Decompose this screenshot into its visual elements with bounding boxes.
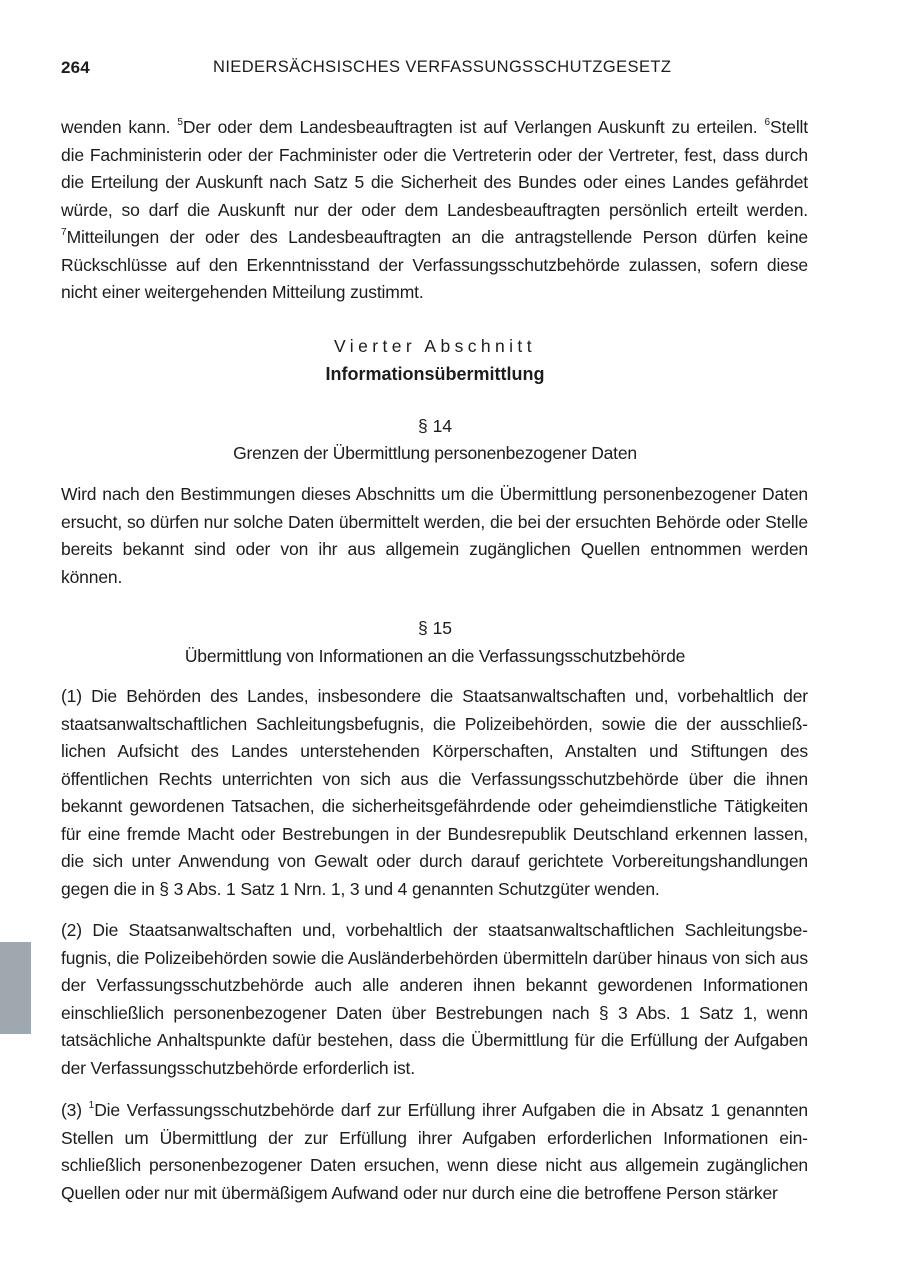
intro-text-4: Mitteilungen der oder des Landesbeauftragten an die antragstellende Person dürfen keine Rückschlüsse auf den Erkenntnisstand der Verfassungsschutzbehörde zulassen, sofern diese nicht einer weitergehenden Mitteilung zustimmt.: [61, 227, 808, 302]
paragraph-14-text: Wird nach den Bestimmungen dieses Abschnitts um die Übermittlung personenbezogener Daten ersucht, so dürfen nur solche Daten übermittelt werden, die bei der ersuchten Behörde oder Stelle bereits bekannt sind oder von ihr aus allgemein zugänglichen Quellen entnommen werden können.: [61, 484, 808, 587]
intro-paragraph-block: [61, 114, 808, 307]
paragraph-15-number: § 15: [417, 618, 453, 638]
page-number: 264: [61, 58, 90, 77]
abs3-prefix: (3): [61, 1100, 89, 1120]
paragraph-15-title: Übermittlung von Informationen an die Verfassungsschutzbehörde: [184, 646, 686, 666]
paragraph-15-abs1-block: [61, 683, 808, 903]
paragraph-15-abs1-text: (1) Die Behörden des Landes, insbesondere die Staatsanwaltschaften und, vorbehaltlich der staatsanwaltschaftlichen Sachleitungsbefugnis, die Polizeibehörden, sowie die der ausschließlichen Aufsicht des Landes unterstehenden Körperschaften, Anstalten und Stiftungen des öffentlichen Rechts unterrichten von sich aus die Verfassungsschutzbehörde über die ihnen bekannt gewordenen Tatsachen, die sicherheitsgefährdende oder geheimdienstliche Tätigkeiten für eine fremde Macht oder Bestrebungen in der Bundesrepublik Deutschland erkennen lassen, die sich unter Anwendung von Gewalt oder durch darauf gerichtete Vorbereitungshandlungen gegen die in § 3 Abs. 1 Satz 1 Nrn. 1, 3 und 4 genannten Schutzgüter wenden.: [61, 686, 808, 899]
sentence-number-6: 6: [764, 117, 770, 129]
paragraph-15-abs3-text: [61, 1097, 808, 1207]
sentence-number-7: 7: [61, 227, 67, 239]
paragraph-15-abs3-block: [61, 1097, 808, 1207]
paragraph-14-block: [61, 481, 808, 591]
sentence-number-5: 5: [177, 117, 183, 129]
intro-text-2: Der oder dem Landesbeauftragten ist auf Verlangen Auskunft zu erteilen.: [182, 117, 765, 137]
paragraph-15-abs2-block: [61, 917, 808, 1082]
section-title: Informationsübermittlung: [325, 364, 545, 384]
side-tab-marker: [0, 942, 31, 1034]
running-head: NIEDERSÄCHSISCHES VERFASSUNGSSCHUTZGESETZ: [213, 58, 672, 76]
intro-paragraph: [61, 114, 808, 307]
abs3-text: Die Verfassungsschutzbehörde darf zur Erfüllung ihrer Aufgaben die in Absatz 1 genannten Stellen um Übermittlung der zur Erfüllung ihrer Aufgaben erforderlichen Informationen einschließlich personenbezogener Daten ersuchen, wenn diese nicht aus allgemein zugänglichen Quellen oder nur mit übermäßigem Aufwand oder nur durch eine die betroffene Person stärker: [61, 1100, 808, 1203]
paragraph-14-number: § 14: [417, 416, 453, 436]
intro-text-3: Stellt die Fachministerin oder der Fachminister oder die Vertreterin oder der Vertreter, fest, dass durch die Erteilung der Auskunft nach Satz 5 die Sicherheit des Bundes oder eines Landes gefährdet würde, so darf die Auskunft nur der oder dem Landesbeauftragten persönlich erteilt werden.: [61, 117, 809, 220]
paragraph-14-title: Grenzen der Übermittlung personenbezogener Daten: [233, 443, 637, 463]
section-label: Vierter Abschnitt: [334, 336, 536, 356]
abs3-sentence-number-1: 1: [88, 1100, 95, 1112]
intro-text-1: wenden kann.: [61, 117, 178, 137]
paragraph-15-abs2-text: (2) Die Staatsanwaltschaften und, vorbehaltlich der staatsanwaltschaftlichen Sachleitungsbefugnis, die Polizeibehörden sowie die Ausländerbehörden übermitteln darüber hinaus von sich aus der Verfassungsschutzbehörde auch alle anderen ihnen bekannt gewordenen Informationen einschließlich personenbezogener Daten über Bestrebungen nach § 3 Abs. 1 Satz 1, wenn tatsächliche Anhaltspunkte dafür bestehen, dass die Übermittlung für die Erfüllung der Aufgaben der Verfassungsschutzbehörde erforderlich ist.: [61, 920, 808, 1078]
